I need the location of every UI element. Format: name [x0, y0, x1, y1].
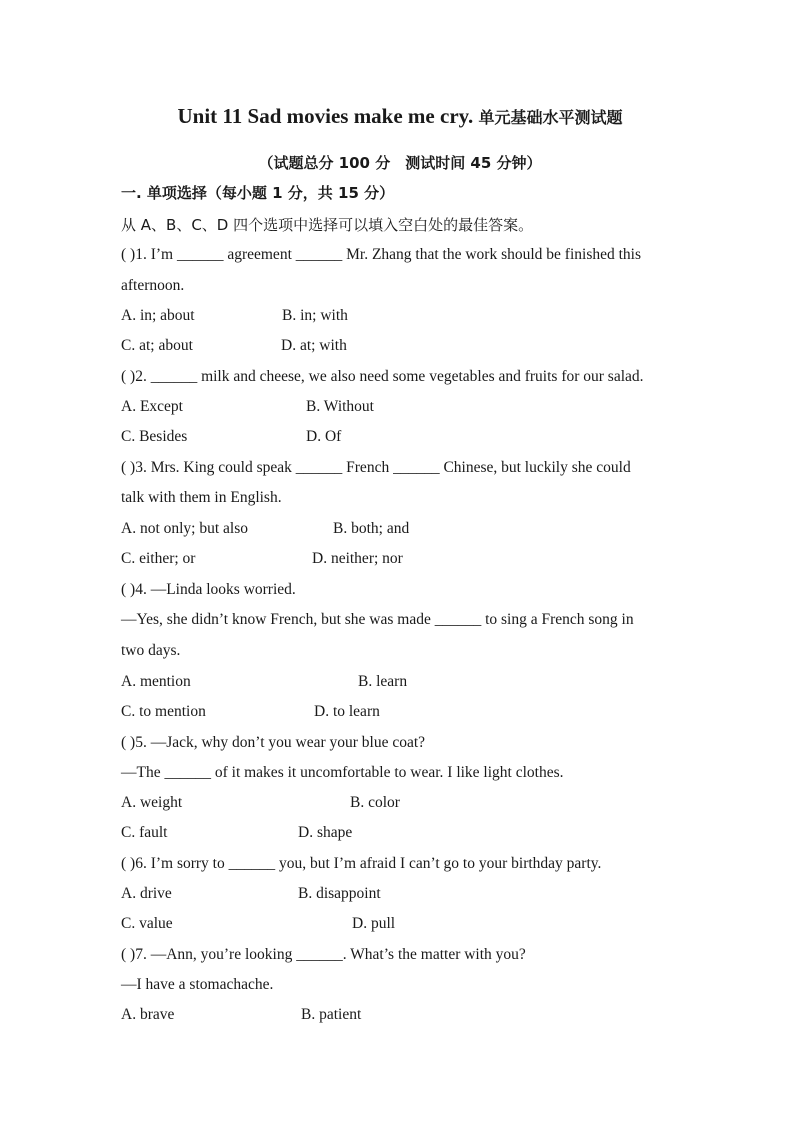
section-instruction: 从 A、B、C、D 四个选项中选择可以填入空白处的最佳答案。	[121, 216, 534, 234]
question-3-option-c: C. either; or	[121, 550, 196, 567]
question-6-option-d: D. pull	[352, 915, 396, 932]
question-7-option-b: B. patient	[301, 1006, 362, 1023]
question-4-line-2: —Yes, she didn’t know French, but she was made ______ to sing a French song in	[121, 611, 634, 628]
question-1-option-d: D. at; with	[281, 337, 347, 354]
question-6-option-b: B. disappoint	[298, 885, 381, 902]
question-4-line-1: ( )4. —Linda looks worried.	[121, 581, 296, 598]
question-5-line-1: ( )5. —Jack, why don’t you wear your blue coat?	[121, 734, 426, 751]
question-6-line-1: ( )6. I’m sorry to ______ you, but I’m afraid I can’t go to your birthday party.	[121, 855, 602, 872]
exam-subtitle: （试题总分 100 分 测试时间 45 分钟）	[258, 154, 542, 172]
section-heading: 一. 单项选择（每小题 1 分，共 15 分）	[121, 184, 395, 202]
question-3-line-1: ( )3. Mrs. King could speak ______ French ______ Chinese, but luckily she could	[121, 459, 631, 476]
question-3-line-2: talk with them in English.	[121, 489, 282, 506]
question-3-option-d: D. neither; nor	[312, 550, 403, 567]
title-chinese: 单元基础水平测试题	[478, 108, 623, 127]
question-7-line-2: —I have a stomachache.	[121, 976, 274, 993]
question-1-option-c: C. at; about	[121, 337, 193, 354]
question-2-option-d: D. Of	[306, 428, 342, 445]
question-4-line-3: two days.	[121, 642, 181, 659]
question-6-option-c: C. value	[121, 915, 173, 932]
question-4-option-a: A. mention	[121, 673, 191, 690]
question-1-option-a: A. in; about	[121, 307, 195, 324]
question-2-option-a: A. Except	[121, 398, 183, 415]
question-1-line-1: ( )1. I’m ______ agreement ______ Mr. Zhang that the work should be finished this	[121, 246, 642, 263]
question-4-option-d: D. to learn	[314, 703, 380, 720]
question-5-line-2: —The ______ of it makes it uncomfortable to wear. I like light clothes.	[121, 764, 564, 781]
question-3-option-b: B. both; and	[333, 520, 410, 537]
question-2-option-b: B. Without	[306, 398, 374, 415]
title-english: Unit 11 Sad movies make me cry.	[177, 104, 474, 128]
question-2-line-1: ( )2. ______ milk and cheese, we also need some vegetables and fruits for our salad.	[121, 368, 644, 385]
question-2-option-c: C. Besides	[121, 428, 188, 445]
question-5-option-b: B. color	[350, 794, 400, 811]
question-1-line-2: afternoon.	[121, 277, 185, 294]
page-title	[0, 104, 800, 129]
question-1-option-b: B. in; with	[282, 307, 348, 324]
question-3-option-a: A. not only; but also	[121, 520, 249, 537]
question-4-option-c: C. to mention	[121, 703, 206, 720]
question-6-option-a: A. drive	[121, 885, 172, 902]
question-5-option-d: D. shape	[298, 824, 353, 841]
question-7-line-1: ( )7. —Ann, you’re looking ______. What’s the matter with you?	[121, 946, 526, 963]
question-5-option-a: A. weight	[121, 794, 183, 811]
question-4-option-b: B. learn	[358, 673, 408, 690]
question-5-option-c: C. fault	[121, 824, 168, 841]
question-7-option-a: A. brave	[121, 1006, 175, 1023]
